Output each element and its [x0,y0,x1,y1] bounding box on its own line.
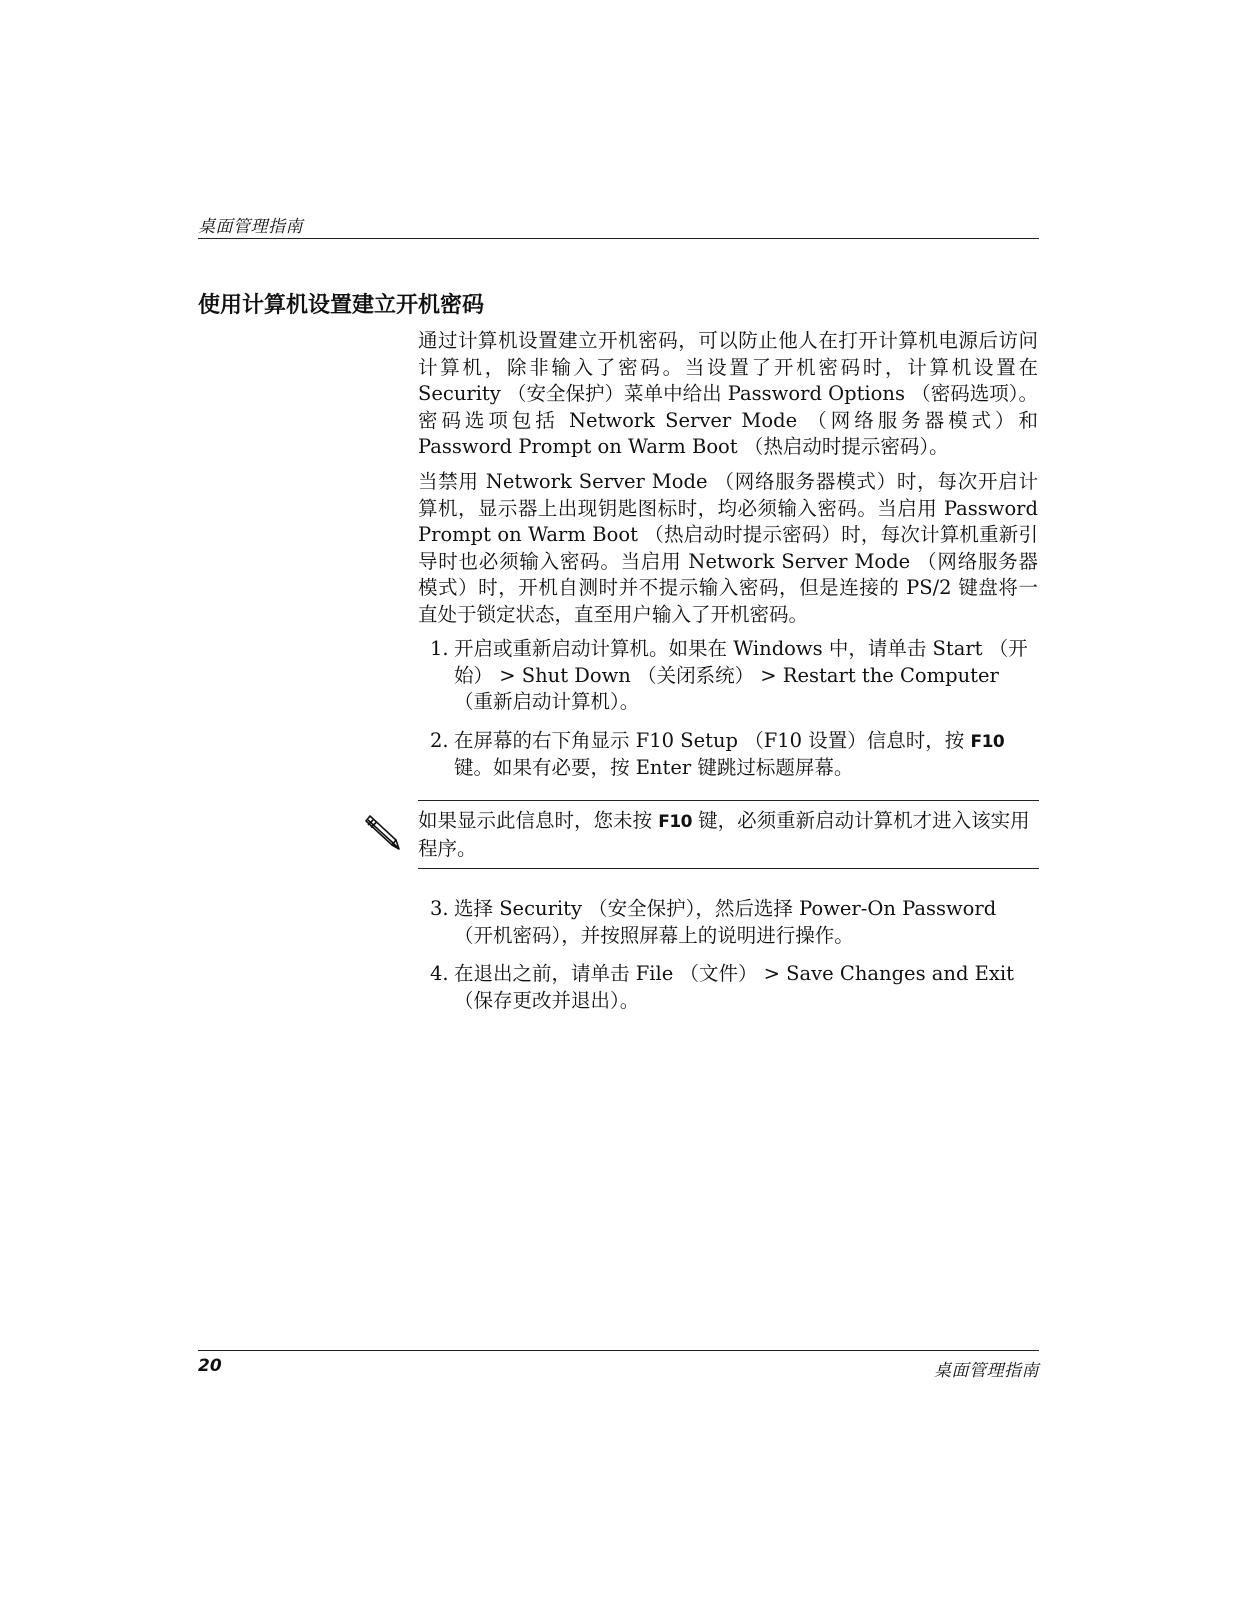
steps-list-second [418,896,1038,1026]
note-divider-top [418,800,1039,801]
steps-list-first [418,636,1038,794]
running-header: 桌面管理指南 [198,217,303,237]
note-text-before: 如果显示此信息时，您未按 [418,809,659,832]
section-title: 使用计算机设置建立开机密码 [198,293,485,318]
step-item-4 [418,961,1038,1014]
step-text: 选择 Security （安全保护），然后选择 Power-On Password （开机密码），并按照屏幕上的说明进行操作。 [454,897,997,947]
intro-paragraph: 通过计算机设置建立开机密码，可以防止他人在打开计算机电源后访问计算机，除非输入了密码。当设置了开机密码时，计算机设置在 Security （安全保护）菜单中给出 Password Options （密码选项）。密码选项包括 Network Server Mode （网络服务器模式）和 Password Prompt on Warm Boot （热启动时提示密码）。 [418,329,1038,458]
page-number: 20 [198,1356,222,1376]
step-number: 1. [430,637,449,660]
note-text-after: 键，必须重新启动计算机才进入该实用程序。 [418,809,1030,860]
step-text: 开启或重新启动计算机。如果在 Windows 中，请单击 Start （开始） > Shut Down （关闭系统） > Restart the Computer （重新启动计算机）。 [454,637,1028,713]
step-text: 在屏幕的右下角显示 F10 Setup （F10 设置）信息时，按 [454,728,971,752]
header-divider [198,238,1039,239]
step-item-1 [418,636,1038,716]
key-label-f10: F10 [658,812,692,832]
network-mode-paragraph: 当禁用 Network Server Mode （网络服务器模式）时，每次开启计算机，显示器上出现钥匙图标时，均必须输入密码。当启用 Password Prompt on Warm Boot （热启动时提示密码）时，每次计算机重新引导时也必须输入密码。当启用 Network Server Mode （网络服务器模式）时，开机自测时并不提示输入密码，但是连接的 PS/2 键盘将一直处于锁定状态，直至用户输入了开机密码。 [418,470,1038,626]
step-item-2 [418,728,1038,782]
note-divider-bottom [418,868,1039,869]
step-number: 4. [430,962,449,985]
step-item-3 [418,896,1038,949]
note-text [418,808,1038,862]
step-number: 3. [430,897,449,920]
footer-divider [198,1350,1039,1351]
pencil-note-icon [362,812,402,852]
key-label-f10: F10 [970,731,1005,752]
step-number: 2. [430,728,449,752]
step-text-after: 键。如果有必要，按 Enter 键跳过标题屏幕。 [454,756,854,779]
step-text: 在退出之前，请单击 File （文件） > Save Changes and Exit （保存更改并退出）。 [454,962,1014,1012]
running-footer: 桌面管理指南 [934,1361,1039,1381]
